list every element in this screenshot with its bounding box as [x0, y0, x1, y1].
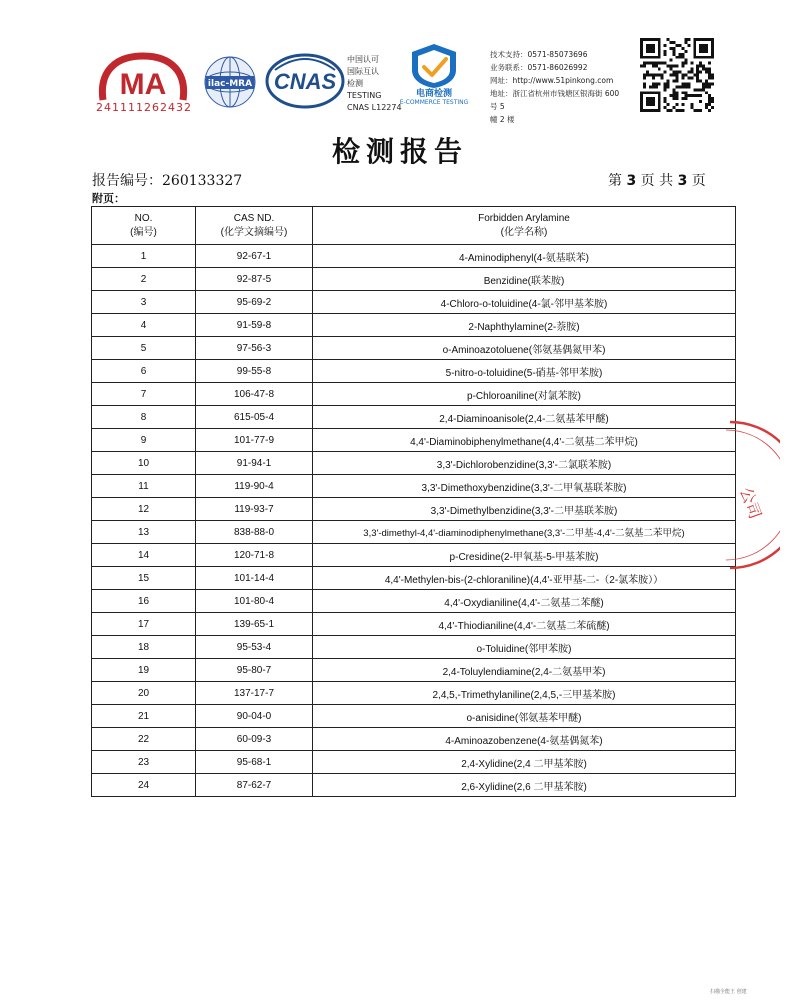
cell-cas: 90-04-0	[196, 705, 313, 728]
table-row	[92, 291, 736, 314]
cell-name: 2,4-Toluylendiamine(2,4-二氨基甲苯)	[313, 659, 736, 682]
table-row	[92, 475, 736, 498]
cell-name: 2-Naphthylamine(2-萘胺)	[313, 314, 736, 337]
page-current: 3	[626, 173, 637, 189]
cell-cas: 119-93-7	[196, 498, 313, 521]
table-row	[92, 728, 736, 751]
svg-text:公司: 公司	[736, 484, 766, 522]
header-line: CAS ND.	[233, 212, 275, 224]
company-seal-stamp	[700, 420, 780, 570]
cell-no: 6	[92, 360, 196, 383]
cell-no: 13	[92, 521, 196, 544]
appendix-label: 附页：	[92, 192, 125, 205]
table-body	[92, 245, 736, 797]
page-suffix: 页	[691, 173, 706, 189]
cnas-info-line: 国际互认	[347, 67, 379, 76]
cnas-info-line: 检测	[347, 79, 363, 88]
cell-cas: 95-68-1	[196, 751, 313, 774]
cell-name: 4,4'-Methylen-bis-(2-chloraniline)(4,4'-亚甲基-二-（2-氯苯胺））	[313, 567, 736, 590]
page-title: 检测报告	[331, 135, 468, 168]
cell-no: 2	[92, 268, 196, 291]
cell-no: 24	[92, 774, 196, 797]
cell-name: 4-Aminodiphenyl(4-氨基联苯)	[313, 245, 736, 268]
table-row	[92, 567, 736, 590]
cell-no: 1	[92, 245, 196, 268]
cell-cas: 101-14-4	[196, 567, 313, 590]
table-row	[92, 498, 736, 521]
header-line: Forbidden Arylamine	[478, 212, 570, 224]
header-line: (编号)	[130, 226, 157, 238]
page-prefix: 第	[608, 173, 622, 189]
cell-cas: 139-65-1	[196, 613, 313, 636]
table-row	[92, 383, 736, 406]
column-header-no	[92, 207, 196, 245]
cell-name: 4,4'-Diaminobiphenylmethane(4,4'-二氨基二苯甲烷)	[313, 429, 736, 452]
cell-no: 4	[92, 314, 196, 337]
cell-name: p-Cresidine(2-甲氧基-5-甲基苯胺)	[313, 544, 736, 567]
table-row	[92, 636, 736, 659]
cell-name: 3,3'-Dichlorobenzidine(3,3'-二氯联苯胺)	[313, 452, 736, 475]
table-row	[92, 452, 736, 475]
cell-cas: 101-77-9	[196, 429, 313, 452]
cell-no: 21	[92, 705, 196, 728]
cell-name: o-anisidine(邻氨基苯甲醚)	[313, 705, 736, 728]
contact-line: 幢 2 楼	[490, 115, 515, 124]
cell-cas: 92-87-5	[196, 268, 313, 291]
cell-no: 19	[92, 659, 196, 682]
cell-cas: 91-59-8	[196, 314, 313, 337]
page-mid: 页 共	[640, 173, 674, 189]
table-row	[92, 705, 736, 728]
cell-name: 4,4'-Thiodianiline(4,4'-二氨基二苯硫醚)	[313, 613, 736, 636]
cell-cas: 91-94-1	[196, 452, 313, 475]
cell-no: 11	[92, 475, 196, 498]
table-row	[92, 659, 736, 682]
cnas-info-line: TESTING	[347, 91, 382, 100]
cell-cas: 60-09-3	[196, 728, 313, 751]
cell-cas: 95-69-2	[196, 291, 313, 314]
cell-no: 15	[92, 567, 196, 590]
table-row	[92, 337, 736, 360]
cell-cas: 137-17-7	[196, 682, 313, 705]
header-line: (化学文摘编号)	[220, 226, 288, 238]
cell-name: Benzidine(联苯胺)	[313, 268, 736, 291]
cell-cas: 97-56-3	[196, 337, 313, 360]
page-total: 3	[677, 173, 688, 189]
cell-name: o-Toluidine(邻甲苯胺)	[313, 636, 736, 659]
cell-cas: 106-47-8	[196, 383, 313, 406]
cell-name: 3,3'-dimethyl-4,4'-diaminodiphenylmethane(3,3'-二甲基-4,4'-二氨基二苯甲烷)	[313, 521, 736, 544]
arylamine-table	[91, 206, 736, 797]
report-number: 报告编号：260133327	[92, 173, 243, 189]
cell-name: o-Aminoazotoluene(邻氨基偶氮甲苯)	[313, 337, 736, 360]
cell-cas: 119-90-4	[196, 475, 313, 498]
cell-name: 3,3'-Dimethylbenzidine(3,3'-二甲基联苯胺)	[313, 498, 736, 521]
qr-code-icon	[640, 38, 714, 112]
cell-no: 7	[92, 383, 196, 406]
table-row	[92, 590, 736, 613]
cell-cas: 92-67-1	[196, 245, 313, 268]
scanner-footer-note: 扫描全能王 创建	[710, 989, 747, 995]
cell-cas: 95-80-7	[196, 659, 313, 682]
contact-line: 地址：浙江省杭州市钱塘区银海街 600 号 5	[490, 89, 620, 111]
cell-cas: 615-05-4	[196, 406, 313, 429]
table-row	[92, 613, 736, 636]
table-row	[92, 268, 736, 291]
column-header-name	[313, 207, 736, 245]
cma-number: 241111262432	[96, 101, 192, 114]
cell-name: 4,4'-Oxydianiline(4,4'-二氨基二苯醚)	[313, 590, 736, 613]
cell-no: 18	[92, 636, 196, 659]
cnas-info-line: CNAS L12274	[347, 103, 402, 112]
cell-no: 16	[92, 590, 196, 613]
cell-no: 22	[92, 728, 196, 751]
cell-name: 2,4,5,-Trimethylaniline(2,4,5,-三甲基苯胺)	[313, 682, 736, 705]
ilac-mra-logo	[200, 55, 260, 110]
cell-name: 4-Chloro-o-toluidine(4-氯-邻甲基苯胺)	[313, 291, 736, 314]
cnas-info-line: 中国认可	[347, 55, 379, 64]
table-row	[92, 429, 736, 452]
table-row	[92, 314, 736, 337]
cell-no: 5	[92, 337, 196, 360]
table-row	[92, 360, 736, 383]
cell-no: 12	[92, 498, 196, 521]
contact-line: 业务联系：0571-86026992	[490, 63, 588, 72]
cnas-label: CNAS	[273, 69, 337, 94]
cell-no: 14	[92, 544, 196, 567]
cell-name: 2,4-Xylidine(2,4 二甲基苯胺)	[313, 751, 736, 774]
cell-no: 3	[92, 291, 196, 314]
table-row	[92, 682, 736, 705]
cell-cas: 95-53-4	[196, 636, 313, 659]
cell-cas: 120-71-8	[196, 544, 313, 567]
contact-info	[490, 48, 620, 126]
cell-name: 3,3'-Dimethoxybenzidine(3,3'-二甲氧基联苯胺)	[313, 475, 736, 498]
ilac-label: ilac-MRA	[207, 79, 253, 89]
ecommerce-label-en: E-COMMERCE TESTING	[399, 99, 469, 106]
cell-no: 20	[92, 682, 196, 705]
page-indicator	[608, 170, 706, 190]
contact-line: 技术支持：0571-85073696	[490, 50, 588, 59]
column-header-cas	[196, 207, 313, 245]
cell-cas: 99-55-8	[196, 360, 313, 383]
cell-no: 9	[92, 429, 196, 452]
cell-name: 2,6-Xylidine(2,6 二甲基苯胺)	[313, 774, 736, 797]
cell-name: p-Chloroaniline(对氯苯胺)	[313, 383, 736, 406]
header-line: NO.	[134, 212, 153, 224]
cell-no: 17	[92, 613, 196, 636]
table-row	[92, 521, 736, 544]
table-header-row	[92, 207, 736, 245]
cell-name: 5-nitro-o-toluidine(5-硝基-邻甲苯胺)	[313, 360, 736, 383]
cell-no: 8	[92, 406, 196, 429]
cell-cas: 87-62-7	[196, 774, 313, 797]
contact-line: 网址：http://www.51pinkong.com	[490, 76, 614, 85]
cma-label: MA	[119, 68, 167, 101]
table-row	[92, 751, 736, 774]
table-row	[92, 245, 736, 268]
header-line: (化学名称)	[500, 226, 548, 238]
table-row	[92, 774, 736, 797]
table-row	[92, 406, 736, 429]
cnas-logo	[265, 52, 345, 110]
cell-cas: 838-88-0	[196, 521, 313, 544]
cell-no: 10	[92, 452, 196, 475]
cell-cas: 101-80-4	[196, 590, 313, 613]
cell-name: 2,4-Diaminoanisole(2,4-二氨基苯甲醚)	[313, 406, 736, 429]
cell-name: 4-Aminoazobenzene(4-氨基偶氮苯)	[313, 728, 736, 751]
table-row	[92, 544, 736, 567]
ecommerce-label-cn: 电商检测	[415, 89, 452, 99]
cell-no: 23	[92, 751, 196, 774]
